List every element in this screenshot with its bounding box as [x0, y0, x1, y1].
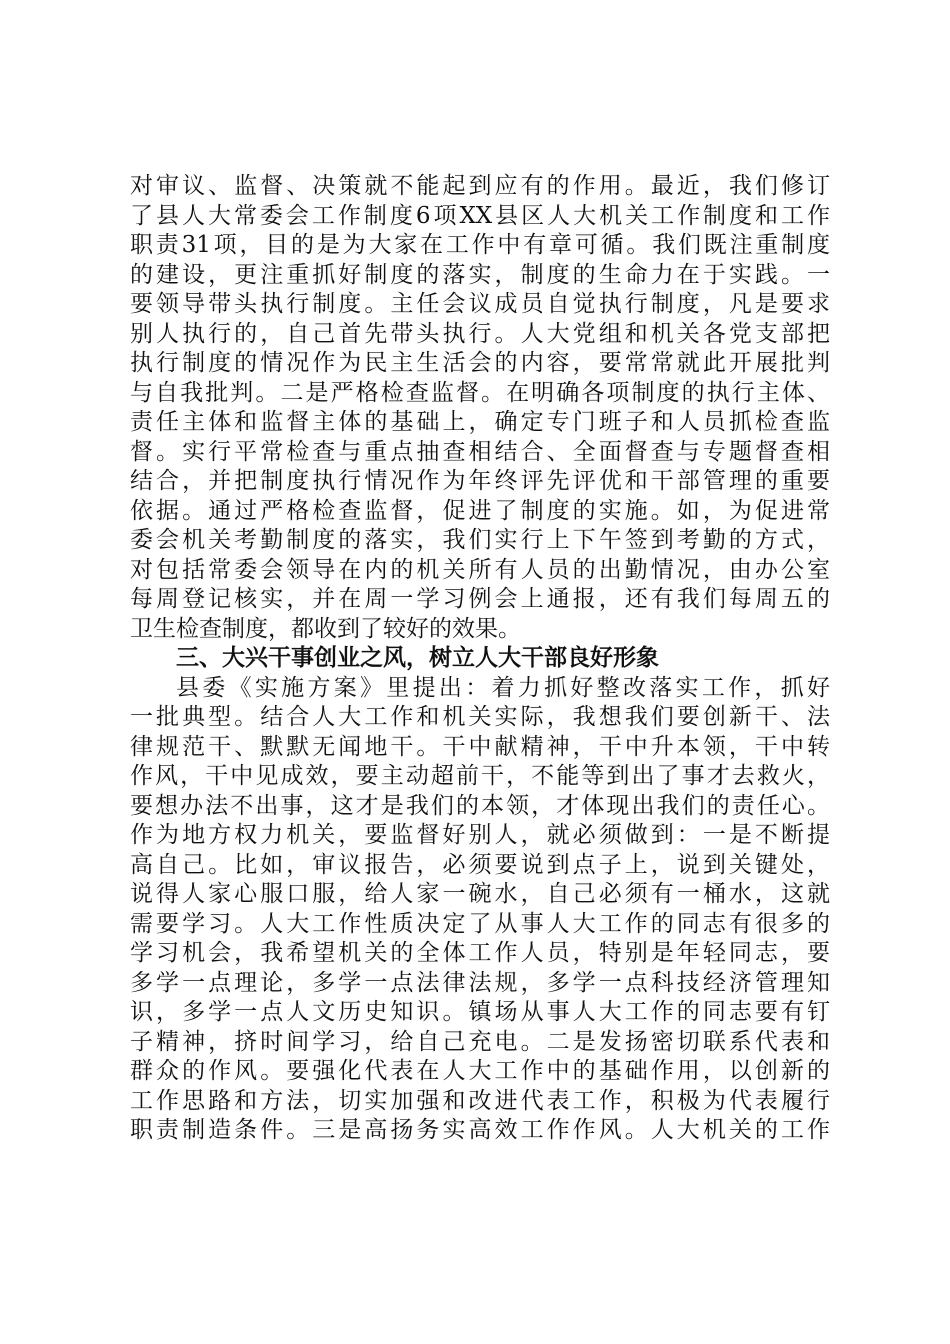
- body-line: 责任主体和监督主体的基础上，确定专门班子和人员抓检查监: [130, 409, 830, 435]
- body-line: 委会机关考勤制度的落实，我们实行上下午签到考勤的方式，: [130, 527, 830, 553]
- body-line: 的建设，更注重抓好制度的落实，制度的生命力在于实践。一: [130, 261, 830, 288]
- body-line: 需要学习。人大工作性质决定了从事人大工作的同志有很多的: [130, 910, 830, 937]
- body-line: 高自己。比如，审议报告，必须要说到点子上，说到关键处，: [130, 851, 830, 878]
- body-line: 每周登记核实，并在周一学习例会上通报，还有我们每周五的: [130, 586, 830, 612]
- body-line: 执行制度的情况作为民主生活会的内容，要常常就此开展批判: [130, 350, 830, 376]
- body-line: 了县人大常委会工作制度6项XX县区人大机关工作制度和工作: [130, 202, 830, 229]
- body-line: 职责31项，目的是为大家在工作中有章可循。我们既注重制度: [130, 232, 830, 258]
- body-line: 说得人家心服口服，给人家一碗水，自己必须有一桶水，这就: [130, 881, 830, 907]
- section-2-tail: [130, 172, 830, 644]
- body-line: 结合，并把制度执行情况作为年终评先评优和干部管理的重要: [130, 468, 830, 494]
- body-line: 依据。通过严格检查监督，促进了制度的实施。如，为促进常: [130, 497, 830, 524]
- body-line: 学习机会，我希望机关的全体工作人员，特别是年轻同志，要: [130, 940, 830, 966]
- body-line: 子精神，挤时间学习，给自己充电。二是发扬密切联系代表和: [130, 1028, 830, 1055]
- body-line: 对包括常委会领导在内的机关所有人员的出勤情况，由办公室: [130, 556, 830, 583]
- body-line: 县委《实施方案》里提出：着力抓好整改落实工作，抓好: [176, 674, 830, 701]
- document-page: [130, 172, 830, 1146]
- body-line: 作风，干中见成效，要主动超前干，不能等到出了事才去救火，: [130, 763, 830, 789]
- body-line: 对审议、监督、决策就不能起到应有的作用。最近，我们修订: [130, 173, 830, 199]
- body-line: 律规范干、默默无闻地干。干中献精神，干中升本领，干中转: [130, 733, 830, 760]
- body-line: 多学一点理论，多学一点法律法规，多学一点科技经济管理知: [130, 969, 830, 996]
- section-3-body: [130, 674, 830, 1146]
- body-line: 职责制造条件。三是高扬务实高效工作作风。人大机关的工作: [130, 1117, 830, 1143]
- body-line: 要领导带头执行制度。主任会议成员自觉执行制度，凡是要求: [130, 291, 830, 317]
- body-line: 群众的作风。要强化代表在人大工作中的基础作用，以创新的: [130, 1058, 830, 1084]
- body-line: 一批典型。结合人大工作和机关实际，我想我们要创新干、法: [130, 704, 830, 730]
- body-line: 作为地方权力机关，要监督好别人，就必须做到：一是不断提: [130, 822, 830, 848]
- body-line: 要想办法不出事，这才是我们的本领，才体现出我们的责任心。: [130, 792, 830, 819]
- body-line: 督。实行平常检查与重点抽查相结合、全面督查与专题督查相: [130, 438, 830, 465]
- body-line: 与自我批判。二是严格检查监督。在明确各项制度的执行主体、: [130, 379, 830, 406]
- section-heading: 三、大兴干事创业之风，树立人大干部良好形象: [176, 645, 659, 671]
- body-line: 别人执行的，自己首先带头执行。人大党组和机关各党支部把: [130, 320, 830, 347]
- body-line: 识，多学一点人文历史知识。镇场从事人大工作的同志要有钉: [130, 999, 830, 1025]
- body-line: 工作思路和方法，切实加强和改进代表工作，积极为代表履行: [130, 1087, 830, 1114]
- body-line: 卫生检查制度，都收到了较好的效果。: [130, 615, 521, 642]
